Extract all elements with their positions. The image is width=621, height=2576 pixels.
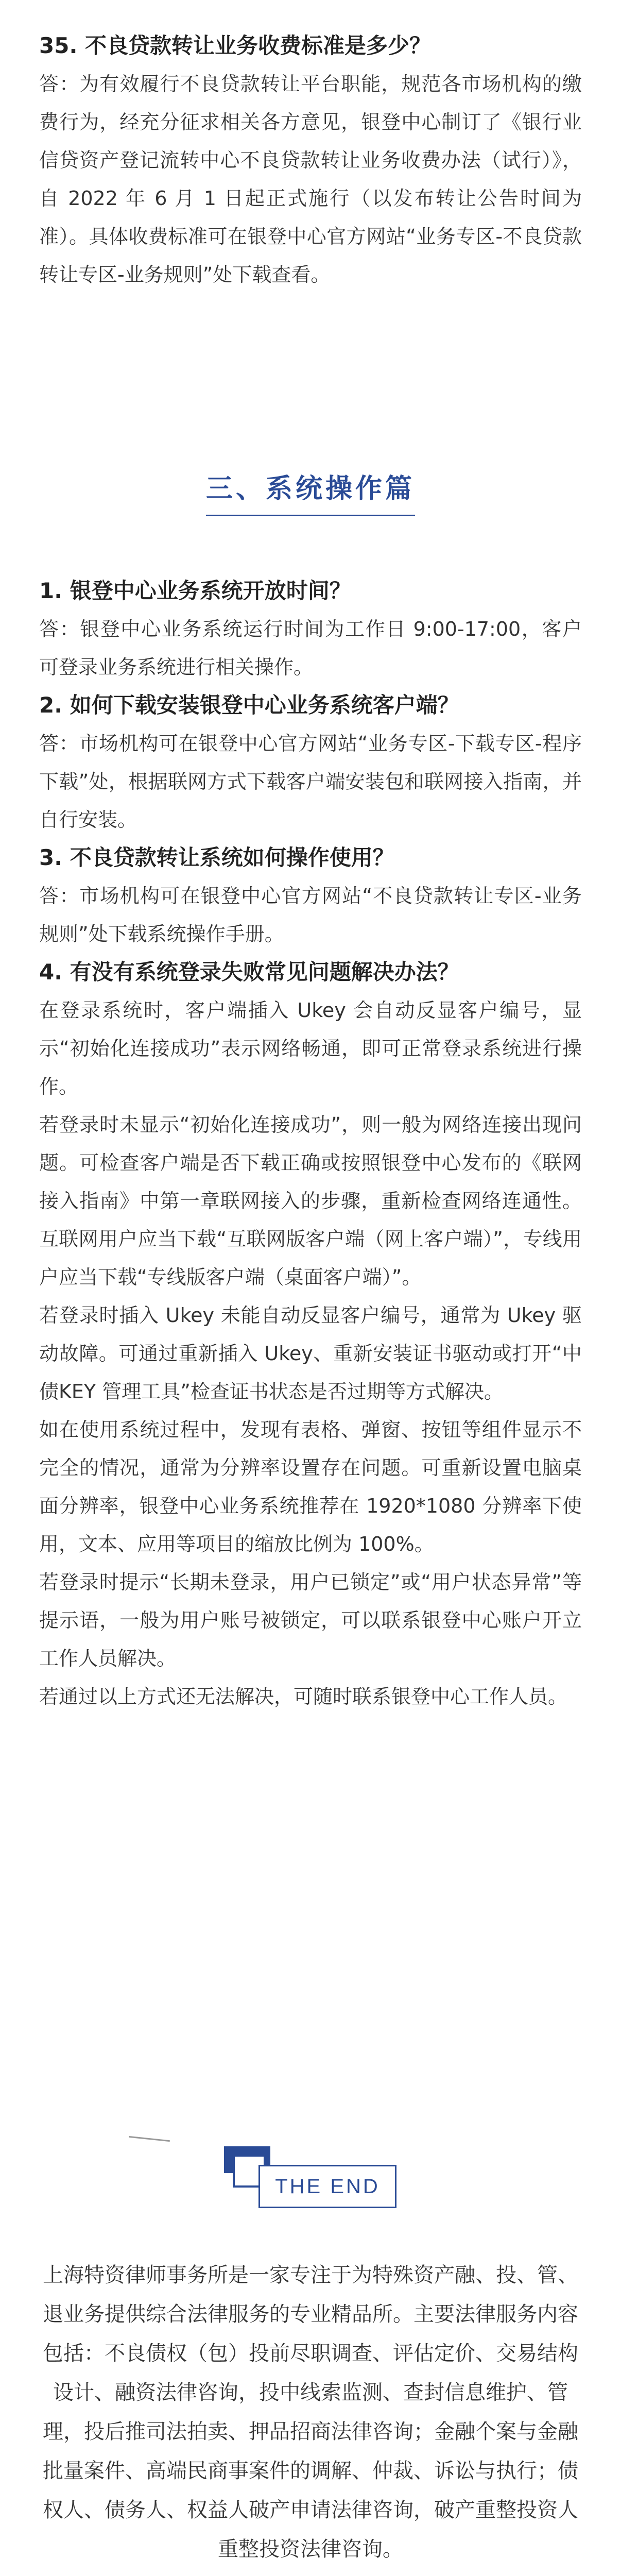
answer-4-paragraph-3: 若登录时插入 Ukey 未能自动反显客户编号，通常为 Ukey 驱动故障。可通过重新插入 Ukey、重新安装证书驱动或打开“中债KEY 管理工具”检查证书状态是否过期等方式解决。 bbox=[39, 1304, 582, 1403]
answer-4-paragraph-4: 如在使用系统过程中，发现有表格、弹窗、按钮等组件显示不完全的情况，通常为分辨率设置存在问题。可重新设置电脑桌面分辨率，银登中心业务系统推荐在 1920*1080 分辨率下使用，文本、应用等项目的缩放比例为 100%。 bbox=[39, 1418, 582, 1555]
answer-2: 答：市场机构可在银登中心官方网站“业务专区-下载专区-程序下载”处，根据联网方式下载客户端安装包和联网接入指南，并自行安装。 bbox=[39, 732, 582, 831]
answer-4-paragraph-1: 在登录系统时，客户端插入 Ukey 会自动反显客户编号，显示“初始化连接成功”表示网络畅通，即可正常登录系统进行操作。 bbox=[39, 999, 582, 1098]
question-2: 2. 如何下载安装银登中心业务系统客户端？ bbox=[39, 692, 459, 718]
decorative-line bbox=[129, 2136, 170, 2142]
answer-4-paragraph-6: 若通过以上方式还无法解决，可随时联系银登中心工作人员。 bbox=[39, 1685, 568, 1708]
intro-paragraph: 上海特资律师事务所是一家专注于为特殊资产融、投、管、退业务提供综合法律服务的专业精品所。主要法律服务内容包括：不良债权（包）投前尽职调查、评估定价、交易结构设计、融资法律咨询，投中线索监测、查封信息维护、管理，投后推司法拍卖、押品招商法律咨询；金融个案与金融批量案件、高端民商事案件的调解、仲裁、诉讼与执行；债权人、债务人、权益人破产申请法律咨询，破产重整投资人重整投资法律咨询。 bbox=[43, 2263, 578, 2561]
answer-1: 答：银登中心业务系统运行时间为工作日 9:00-17:00，客户可登录业务系统进行相关操作。 bbox=[39, 618, 582, 679]
answer-4-paragraph-5: 若登录时提示“长期未登录，用户已锁定”或“用户状态异常”等提示语，一般为用户账号被锁定，可以联系银登中心账户开立工作人员解决。 bbox=[39, 1571, 582, 1670]
culture-title bbox=[35, 2569, 586, 2576]
question-1: 1. 银登中心业务系统开放时间？ bbox=[39, 578, 351, 603]
answer-4-paragraph-2: 若登录时未显示“初始化连接成功”，则一般为网络连接出现问题。可检查客户端是否下载正确或按照银登中心发布的《联网接入指南》中第一章联网接入的步骤，重新检查网络连通性。互联网用户应当下载“互联网版客户端（网上客户端）”，专线用户应当下载“专线版客户端（桌面客户端）”。 bbox=[39, 1113, 582, 1289]
question-3: 3. 不良贷款转让系统如何操作使用？ bbox=[39, 845, 394, 870]
section-system-operation bbox=[39, 572, 582, 1716]
question-35: 35. 不良贷款转让业务收费标准是多少？ bbox=[39, 33, 432, 58]
the-end-label: THE END bbox=[258, 2165, 396, 2208]
firm-introduction bbox=[35, 2256, 586, 2576]
section-title: 三、系统操作篇 bbox=[206, 464, 415, 516]
section-fee-faq bbox=[39, 27, 582, 294]
section-heading bbox=[0, 464, 621, 516]
answer-35: 答：为有效履行不良贷款转让平台职能，规范各市场机构的缴费行为，经充分征求相关各方意见，银登中心制订了《银行业信贷资产登记流转中心不良贷款转让业务收费办法（试行）》，自 2022 年 6 月 1 日起正式施行（以发布转让公告时间为准）。具体收费标准可在银登中心官方网站“业务专区-不良贷款转让专区-业务规则”处下载查看。 bbox=[39, 73, 582, 286]
the-end-badge bbox=[0, 2133, 621, 2215]
answer-3: 答：市场机构可在银登中心官方网站“不良贷款转让专区-业务规则”处下载系统操作手册。 bbox=[39, 885, 582, 945]
question-4: 4. 有没有系统登录失败常见问题解决办法？ bbox=[39, 959, 459, 985]
